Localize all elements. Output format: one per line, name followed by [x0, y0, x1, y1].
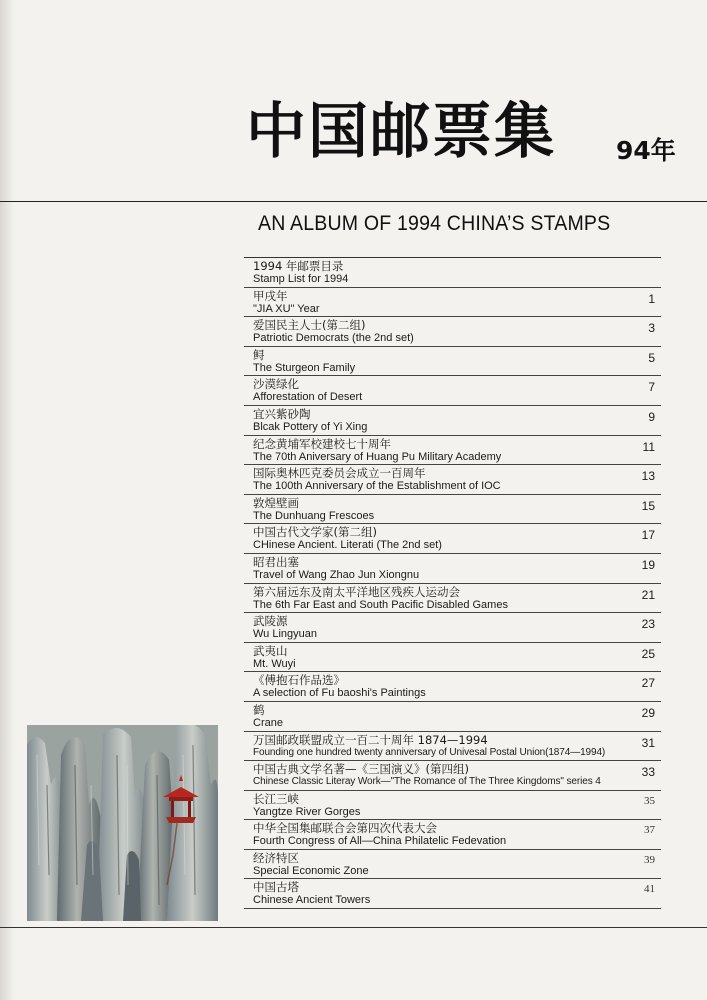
toc-entry-title-en: Special Economic Zone: [253, 864, 369, 877]
toc-entry-page-number: 31: [641, 735, 655, 750]
toc-entry-title-en: Afforestation of Desert: [253, 391, 363, 404]
toc-entry: [244, 820, 661, 850]
toc-entry-page-number: 39: [644, 853, 655, 866]
toc-entry-title-en: Travel of Wang Zhao Jun Xiongnu: [253, 568, 420, 581]
toc-entry-page-number: 27: [641, 676, 655, 691]
toc-entry-title-zh: 国际奥林匹克委员会成立一百周年: [253, 466, 426, 481]
toc-entry-page-number: 7: [648, 380, 655, 395]
toc-entry-title-zh: 1994 年邮票目录: [253, 259, 344, 273]
toc-entry-title-zh: 武陵源: [253, 614, 288, 629]
toc-entry-title-en: CHinese Ancient. Literati (The 2nd set): [253, 539, 442, 552]
page-binding-edge: [0, 0, 14, 1000]
toc-entry-title-zh: 长江三峡: [253, 791, 299, 806]
toc-entry: [244, 850, 661, 880]
page-title: 中国邮票集: [246, 97, 556, 167]
table-of-contents: [244, 257, 661, 909]
toc-entry-page-number: 13: [641, 469, 655, 484]
toc-entry-title-zh: 第六届远东及南太平洋地区残疾人运动会: [253, 584, 460, 599]
toc-entry-page-number: 37: [644, 824, 655, 837]
toc-entry-page-number: 15: [641, 498, 655, 513]
toc-entry-title-en: "JIA XU" Year: [253, 302, 320, 315]
toc-entry: [244, 761, 661, 791]
toc-entry-title-zh: 《傅抱石作品选》: [253, 673, 345, 688]
toc-entry-page-number: 35: [644, 794, 655, 807]
toc-entry: [244, 702, 661, 732]
toc-entry-title-zh: 昭君出塞: [253, 554, 299, 569]
toc-entry: [244, 258, 661, 288]
toc-entry-title-en: Stamp List for 1994: [253, 273, 349, 285]
toc-entry: [244, 347, 661, 377]
toc-entry: [244, 406, 661, 436]
toc-entry-title-zh: 纪念黄埔军校建校七十周年: [253, 436, 391, 451]
toc-entry-title-zh: 鲟: [253, 347, 265, 362]
toc-entry: [244, 495, 661, 525]
toc-entry: [244, 732, 661, 762]
toc-entry-page-number: 9: [648, 409, 655, 424]
toc-entry-title-en: Blcak Pottery of Yi Xing: [253, 420, 368, 433]
toc-entry: [244, 672, 661, 702]
toc-entry-title-en: Crane: [253, 716, 283, 729]
toc-entry-page-number: 1: [648, 291, 655, 306]
toc-entry-page-number: 25: [641, 646, 655, 661]
toc-entry-page-number: 41: [644, 883, 655, 896]
toc-entry-title-en: The 70th Aniversary of Huang Pu Military Academy: [253, 450, 502, 463]
toc-entry-page-number: 19: [641, 557, 655, 572]
toc-entry-title-en: A selection of Fu baoshi's Paintings: [253, 687, 426, 700]
toc-entry: [244, 376, 661, 406]
toc-entry: [244, 436, 661, 466]
toc-entry-page-number: 17: [641, 528, 655, 543]
toc-entry-title-en: The 6th Far East and South Pacific Disabled Games: [253, 598, 508, 611]
toc-entry-title-en: Founding one hundred twenty anniversary of Univesal Postal Union(1874—1994): [253, 746, 606, 758]
toc-entry-title-en: The Dunhuang Frescoes: [253, 509, 375, 522]
toc-entry: [244, 643, 661, 673]
toc-entry: [244, 317, 661, 347]
toc-entry-title-en: The Sturgeon Family: [253, 361, 356, 374]
toc-entry-title-zh: 鹤: [253, 702, 265, 717]
toc-entry-page-number: 5: [648, 350, 655, 365]
toc-entry-title-en: Chinese Classic Literay Work—"The Romance of The Three Kingdoms" series 4: [253, 776, 601, 788]
toc-entry-page-number: 29: [641, 705, 655, 720]
toc-entry: [244, 554, 661, 584]
toc-entry: [244, 613, 661, 643]
toc-entry-title-en: Patriotic Democrats (the 2nd set): [253, 332, 414, 345]
toc-entry: [244, 879, 661, 909]
album-title: AN ALBUM OF 1994 CHINA’S STAMPS: [258, 212, 611, 235]
toc-entry: [244, 791, 661, 821]
toc-entry-title-en: Chinese Ancient Towers: [253, 894, 371, 907]
toc-entry: [244, 465, 661, 495]
toc-entry-page-number: 21: [641, 587, 655, 602]
toc-entry: [244, 288, 661, 318]
toc-entry-title-en: Fourth Congress of All—China Philatelic Fedevation: [253, 835, 507, 848]
toc-entry-page-number: 23: [641, 617, 655, 632]
stone-forest-photo: [27, 725, 218, 921]
toc-entry-title-en: The 100th Anniversary of the Establishment of IOC: [253, 480, 501, 493]
toc-entry-page-number: 3: [648, 321, 655, 336]
toc-entry-title-zh: 经济特区: [253, 850, 299, 865]
toc-entry-title-zh: 中国古塔: [253, 880, 299, 895]
toc-entry: [244, 584, 661, 614]
toc-entry-title-zh: 武夷山: [253, 643, 288, 658]
toc-entry-title-zh: 敦煌壁画: [253, 495, 299, 510]
toc-entry-page-number: 11: [642, 439, 655, 454]
toc-entry-title-zh: 宜兴紫砂陶: [253, 406, 311, 421]
toc-entry-title-zh: 甲戌年: [253, 288, 288, 303]
toc-entry-title-zh: 中华全国集邮联合会第四次代表大会: [253, 821, 437, 836]
toc-entry-page-number: 33: [641, 765, 655, 780]
toc-entry: [244, 524, 661, 554]
footer-divider: [0, 927, 707, 928]
year-label: 94年: [616, 136, 676, 165]
header-divider: [0, 201, 707, 202]
toc-entry-title-zh: 中国古代文学家(第二组): [253, 525, 377, 540]
toc-entry-title-zh: 爱国民主人士(第二组): [253, 318, 366, 333]
toc-entry-title-en: Wu Lingyuan: [253, 628, 318, 641]
toc-entry-title-zh: 中国古典文学名著—《三国演义》(第四组): [253, 762, 469, 777]
toc-entry-title-zh: 万国邮政联盟成立一百二十周年 1874—1994: [253, 732, 488, 747]
toc-entry-title-zh: 沙漠绿化: [253, 377, 299, 392]
toc-entry-title-en: Yangtze River Gorges: [253, 805, 361, 818]
toc-entry-title-en: Mt. Wuyi: [253, 657, 296, 670]
